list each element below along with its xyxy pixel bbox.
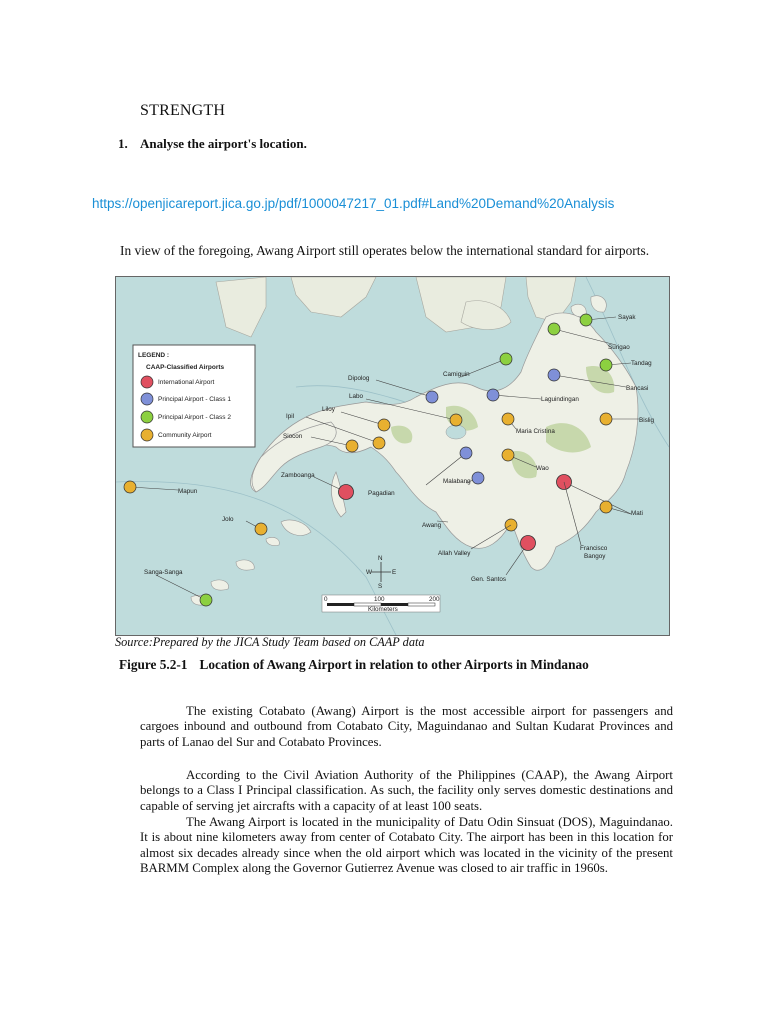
label-ipil: Ipil — [286, 413, 295, 420]
label-labo: Labo — [349, 393, 364, 400]
label-liloy: Liloy — [322, 406, 335, 413]
svg-text:N: N — [378, 555, 383, 562]
label-bangoy: Bangoy — [584, 553, 606, 560]
label-sayak: Sayak — [618, 314, 636, 321]
label-bislig: Bislig — [639, 417, 655, 424]
label-wao: Wao — [536, 465, 549, 472]
svg-text:200: 200 — [429, 596, 440, 603]
label-pagadian: Pagadian — [368, 490, 395, 497]
section-heading: STRENGTH — [140, 102, 226, 119]
legend-item-community: Community Airport — [158, 432, 212, 439]
label-camiguin: Camiguin — [443, 371, 470, 378]
label-sanga-sanga: Sanga-Sanga — [144, 569, 183, 576]
label-laguindingan: Laguindingan — [541, 396, 579, 403]
label-bancasi: Bancasi — [626, 385, 649, 392]
map-legend — [133, 345, 255, 447]
figure-source: Source:Prepared by the JICA Study Team based on CAAP data — [115, 635, 425, 649]
svg-text:W: W — [366, 569, 372, 576]
label-mapun: Mapun — [178, 488, 198, 495]
legend-subtitle: CAAP-Classified Airports — [146, 364, 225, 371]
label-dipolog: Dipolog — [348, 375, 370, 382]
scale-bar — [322, 595, 440, 613]
paragraph-location: The Awang Airport is located in the municipality of Datu Odin Sinsuat (DOS), Maguindanao. It is about nine kilometers away from center of Cotabato City. The airport has been in this location for almost six decades already since when the old airport which was located in the vicinity of the present BARMM Complex along the Governor Gutierrez Avenue was closed to air traffic in 1960s. — [140, 815, 673, 876]
legend-item-class2: Principal Airport - Class 2 — [158, 414, 231, 421]
mindanao-airports-map — [115, 276, 670, 636]
intro-sentence: In view of the foregoing, Awang Airport still operates below the international standard for airports. — [120, 243, 650, 258]
legend-title: LEGEND : — [138, 352, 170, 359]
label-malabang: Malabang — [443, 478, 471, 485]
svg-text:Kilometers: Kilometers — [368, 606, 398, 613]
legend-item-class1: Principal Airport - Class 1 — [158, 396, 231, 403]
reference-link[interactable]: https://openjicareport.jica.go.jp/pdf/1000047217_01.pdf#Land%20Demand%20Analysis — [92, 196, 615, 211]
figure-number: Figure 5.2-1 — [119, 657, 188, 672]
svg-text:S: S — [378, 583, 383, 590]
label-siocon: Siocon — [283, 433, 303, 440]
label-gen-santos: Gen. Santos — [471, 576, 507, 583]
svg-text:0: 0 — [324, 596, 328, 603]
label-allah-valley: Allah Valley — [438, 550, 471, 557]
question-heading — [118, 136, 307, 152]
label-maria-cristina: Maria Cristina — [516, 428, 555, 435]
label-surigao: Surigao — [608, 344, 630, 351]
label-awang: Awang — [422, 522, 442, 529]
label-tandag: Tandag — [631, 360, 652, 367]
paragraph-accessibility: The existing Cotabato (Awang) Airport is the most accessible airport for passengers and cargoes inbound and outbound from Cotabato City, Maguindanao and Sultan Kudarat Provinces and parts of Lanao del Sur and Cotabato Provinces. — [140, 704, 673, 749]
label-jolo: Jolo — [222, 516, 234, 523]
svg-text:E: E — [392, 569, 397, 576]
label-mati: Mati — [631, 510, 643, 517]
figure-caption — [119, 657, 589, 673]
legend-item-international: International Airport — [158, 379, 215, 386]
svg-text:100: 100 — [374, 596, 385, 603]
paragraph-classification: According to the Civil Aviation Authority of the Philippines (CAAP), the Awang Airport belongs to a Class I Principal classification. As such, the facility only serves domestic destinations and capable of serving jet aircrafts with a capacity of at least 100 seats. — [140, 768, 673, 813]
question-text: Analyse the airport's location. — [140, 136, 307, 151]
label-francisco: Francisco — [580, 545, 608, 552]
question-number: 1. — [118, 136, 128, 151]
figure-caption-text: Location of Awang Airport in relation to other Airports in Mindanao — [199, 657, 589, 672]
label-zamboanga: Zamboanga — [281, 472, 315, 479]
